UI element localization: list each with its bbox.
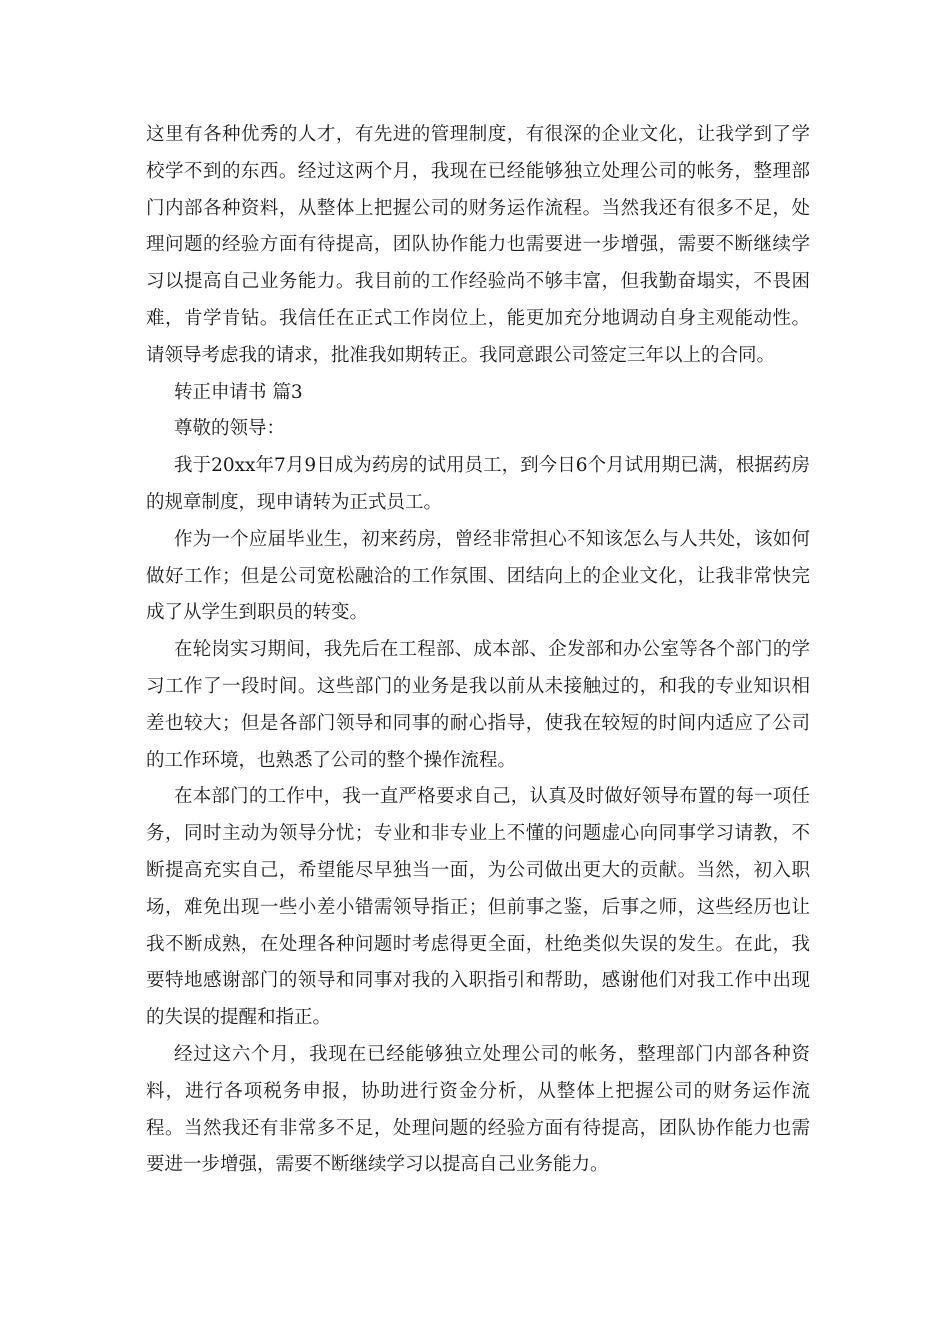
paragraph: 经过这六个月，我现在已经能够独立处理公司的帐务，整理部门内部各种资料，进行各项税务申报，协助进行资金分析，从整体上把握公司的财务运作流程。当然我还有非常多不足，处理问题的经验方面有待提高，团队协作能力也需要进一步增强，需要不断继续学习以提高自己业务能力。 <box>146 1043 810 1176</box>
paragraph: 在本部门的工作中，我一直严格要求自己，认真及时做好领导布置的每一项任务，同时主动为领导分忧；专业和非专业上不懂的问题虚心向同事学习请教，不断提高充实自己，希望能尽早独当一面，为公司做出更大的贡献。当然，初入职场，难免出现一些小差小错需领导指正；但前事之鉴，后事之师，这些经历也让我不断成熟，在处理各种问题时考虑得更全面，杜绝类似失误的发生。在此，我要特地感谢部门的领导和同事对我的入职指引和帮助，感谢他们对我工作中出现的失误的提醒和指正。 <box>146 786 810 1029</box>
paragraph: 作为一个应届毕业生，初来药房，曾经非常担心不知该怎么与人共处，该如何做好工作；但是公司宽松融洽的工作氛围、团结向上的企业文化，让我非常快完成了从学生到职员的转变。 <box>146 528 810 624</box>
paragraph: 在轮岗实习期间，我先后在工程部、成本部、企发部和办公室等各个部门的学习工作了一段时间。这些部门的业务是我以前从未接触过的，和我的专业知识相差也较大；但是各部门领导和同事的耐心指导，使我在较短的时间内适应了公司的工作环境，也熟悉了公司的整个操作流程。 <box>146 639 810 771</box>
document-body <box>146 117 810 1184</box>
paragraph: 我于20xx年7月9日成为药房的试用员工，到今日6个月试用期已满，根据药房的规章制度，现申请转为正式员工。 <box>146 455 810 513</box>
section-heading: 转正申请书 篇3 <box>174 381 303 403</box>
salutation: 尊敬的领导： <box>174 418 286 440</box>
paragraph-continued: 这里有各种优秀的人才，有先进的管理制度，有很深的企业文化，让我学到了学校学不到的东西。经过这两个月，我现在已经能够独立处理公司的帐务，整理部门内部各种资料，从整体上把握公司的财务运作流程。当然我还有很多不足，处理问题的经验方面有待提高，团队协作能力也需要进一步增强，需要不断继续学习以提高自己业务能力。我目前的工作经验尚不够丰富，但我勤奋塌实，不畏困难，肯学肯钻。我信任在正式工作岗位上，能更加充分地调动自身主观能动性。请领导考虑我的请求，批准我如期转正。我同意跟公司签定三年以上的合同。 <box>146 124 810 366</box>
